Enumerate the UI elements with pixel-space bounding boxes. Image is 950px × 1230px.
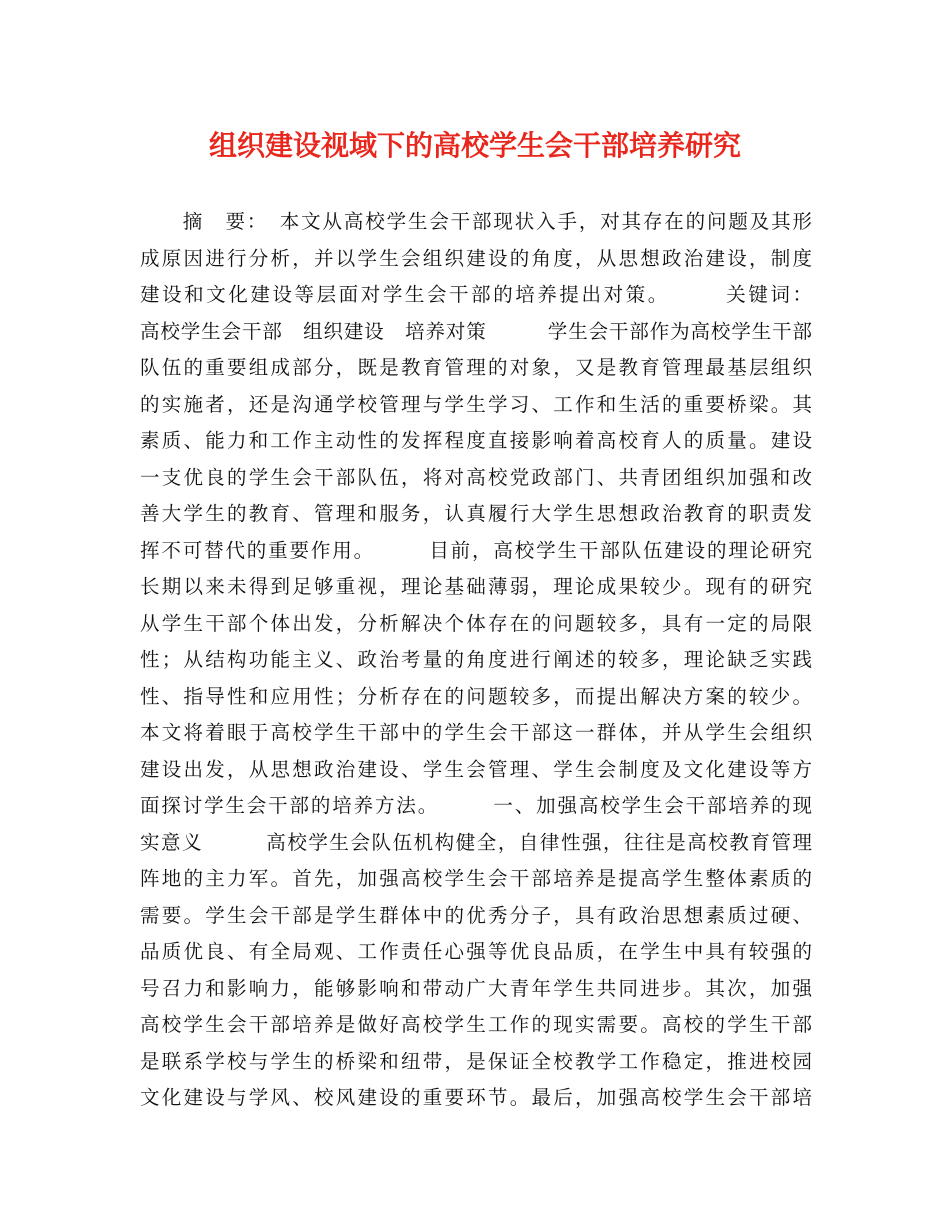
body-line: 一支优良的学生会干部队伍，将对高校党政部门、共青团组织加强和改 xyxy=(140,465,812,489)
body-line: 队伍的重要组成部分，既是教育管理的对象，又是教育管理最基层组织 xyxy=(140,356,812,379)
body-line: 性、指导性和应用性；分析存在的问题较多，而提出解决方案的较少。 xyxy=(140,684,812,708)
body-line: 文化建设与学风、校风建设的重要环节。最后，加强高校学生会干部培 xyxy=(140,1086,812,1109)
body-line: 成原因进行分析，并以学生会组织建设的角度，从思想政治建设，制度 xyxy=(140,246,812,270)
body-line: 从学生干部个体出发，分析解决个体存在的问题较多，具有一定的局限 xyxy=(140,611,812,635)
body-line: 摘 要： 本文从高校学生会干部现状入手，对其存在的问题及其形 xyxy=(140,210,812,233)
body-line: 号召力和影响力，能够影响和带动广大青年学生共同进步。其次，加强 xyxy=(140,976,812,1000)
body-line: 需要。学生会干部是学生群体中的优秀分子，具有政治思想素质过硬、 xyxy=(140,903,812,927)
body-line: 本文将着眼于高校学生干部中的学生会干部这一群体，并从学生会组织 xyxy=(140,721,812,744)
body-line: 挥不可替代的重要作用。 目前，高校学生干部队伍建设的理论研究 xyxy=(140,538,812,562)
document-body xyxy=(140,204,812,1117)
body-line: 建设和文化建设等层面对学生会干部的培养提出对策。 关键词： xyxy=(140,283,812,306)
body-line: 品质优良、有全局观、工作责任心强等优良品质，在学生中具有较强的 xyxy=(140,940,812,963)
body-line: 长期以来未得到足够重视，理论基础薄弱，理论成果较少。现有的研究 xyxy=(140,575,812,598)
body-line: 高校学生会干部 组织建设 培养对策 学生会干部作为高校学生干部 xyxy=(140,319,812,343)
body-line: 实意义 高校学生会队伍机构健全，自律性强，往往是高校教育管理 xyxy=(140,830,812,854)
body-line: 高校学生会干部培养是做好高校学生工作的现实需要。高校的学生干部 xyxy=(140,1013,812,1036)
body-line: 素质、能力和工作主动性的发挥程度直接影响着高校育人的质量。建设 xyxy=(140,429,812,452)
body-line: 善大学生的教育、管理和服务，认真履行大学生思想政治教育的职责发 xyxy=(140,502,812,525)
body-line: 是联系学校与学生的桥梁和纽带，是保证全校教学工作稳定，推进校园 xyxy=(140,1049,812,1073)
body-line: 的实施者，还是沟通学校管理与学生学习、工作和生活的重要桥梁。其 xyxy=(140,392,812,416)
body-line: 阵地的主力军。首先，加强高校学生会干部培养是提高学生整体素质的 xyxy=(140,867,812,890)
document-title: 组织建设视域下的高校学生会干部培养研究 xyxy=(208,129,741,162)
body-line: 面探讨学生会干部的培养方法。 一、加强高校学生会干部培养的现 xyxy=(140,794,812,817)
body-line: 建设出发，从思想政治建设、学生会管理、学生会制度及文化建设等方 xyxy=(140,757,812,781)
body-line: 性；从结构功能主义、政治考量的角度进行阐述的较多，理论缺乏实践 xyxy=(140,648,812,671)
